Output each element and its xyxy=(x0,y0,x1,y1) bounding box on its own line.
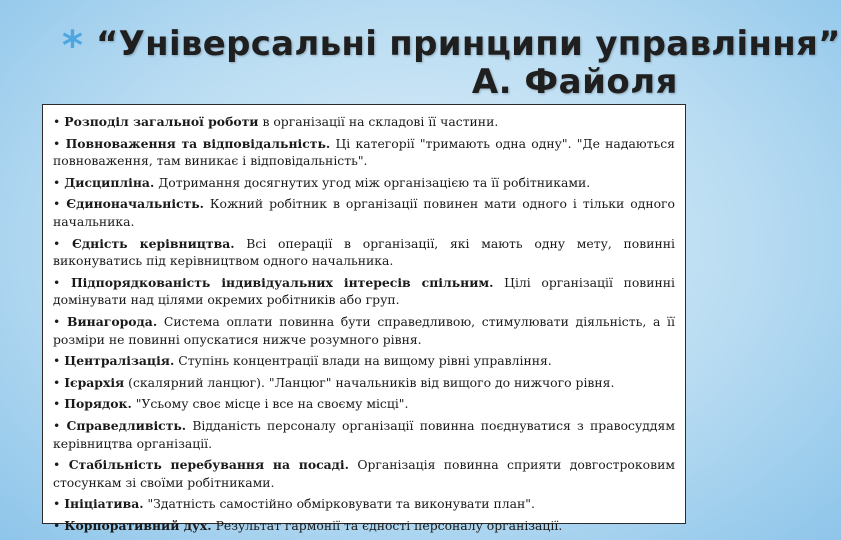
list-item: • Стабільність перебування на посаді. Організація повинна сприяти довгостроковим стосункам зі своїми робітниками. xyxy=(53,457,675,490)
list-item: • Порядок. "Усьому своє місце і все на своєму місці". xyxy=(53,396,409,412)
title-line-2: А. Файоля xyxy=(471,62,678,102)
list-item: • Ініціатива. "Здатність самостійно обмірковувати та виконувати план". xyxy=(53,496,535,512)
star-bullet-icon: * xyxy=(62,23,83,69)
list-item: • Справедливість. Відданість персоналу організації повинна поєднуватися з правосуддям керівництва організації. xyxy=(53,417,675,451)
list-item: • Єдність керівництва. Всі операції в організації, які мають одну мету, повинні виконуватись під керівництвом одного начальника. xyxy=(53,235,675,269)
principles-list xyxy=(42,104,686,533)
slide-title xyxy=(0,0,841,102)
list-item: • Централізація. Ступінь концентрації влади на вищому рівні управління. xyxy=(53,353,552,369)
list-item: • Винагорода. Система оплати повинна бути справедливою, стимулювати діяльність, а її розміри не повинні опускатися нижче розумного рівня. xyxy=(53,313,675,347)
title-line-1: “Універсальні принципи управління” xyxy=(96,24,841,64)
list-item: • Повноваження та відповідальність. Ці категорії "тримають одна одну". "Де надаються повноваження, там виникає і відповідальність". xyxy=(53,135,675,169)
list-item: • Дисципліна. Дотримання досягнутих угод між організацією та її робітниками. xyxy=(53,174,591,190)
list-item: • Розподіл загальної роботи в організації на складові її частини. xyxy=(53,114,499,129)
list-item: • Ієрархія (скалярний ланцюг). "Ланцюг" начальників від вищого до нижчого рівня. xyxy=(53,374,615,390)
list-item: • Єдиноначальність. Кожний робітник в організації повинен мати одного і тільки одного начальника. xyxy=(53,196,675,229)
list-item: • Корпоративний дух. Результат гармонії та єдності персоналу організації. xyxy=(53,517,563,533)
list-item: • Підпорядкованість індивідуальних інтересів спільним. Цілі організації повинні домінувати над цілями окремих робітників або груп. xyxy=(53,274,676,308)
